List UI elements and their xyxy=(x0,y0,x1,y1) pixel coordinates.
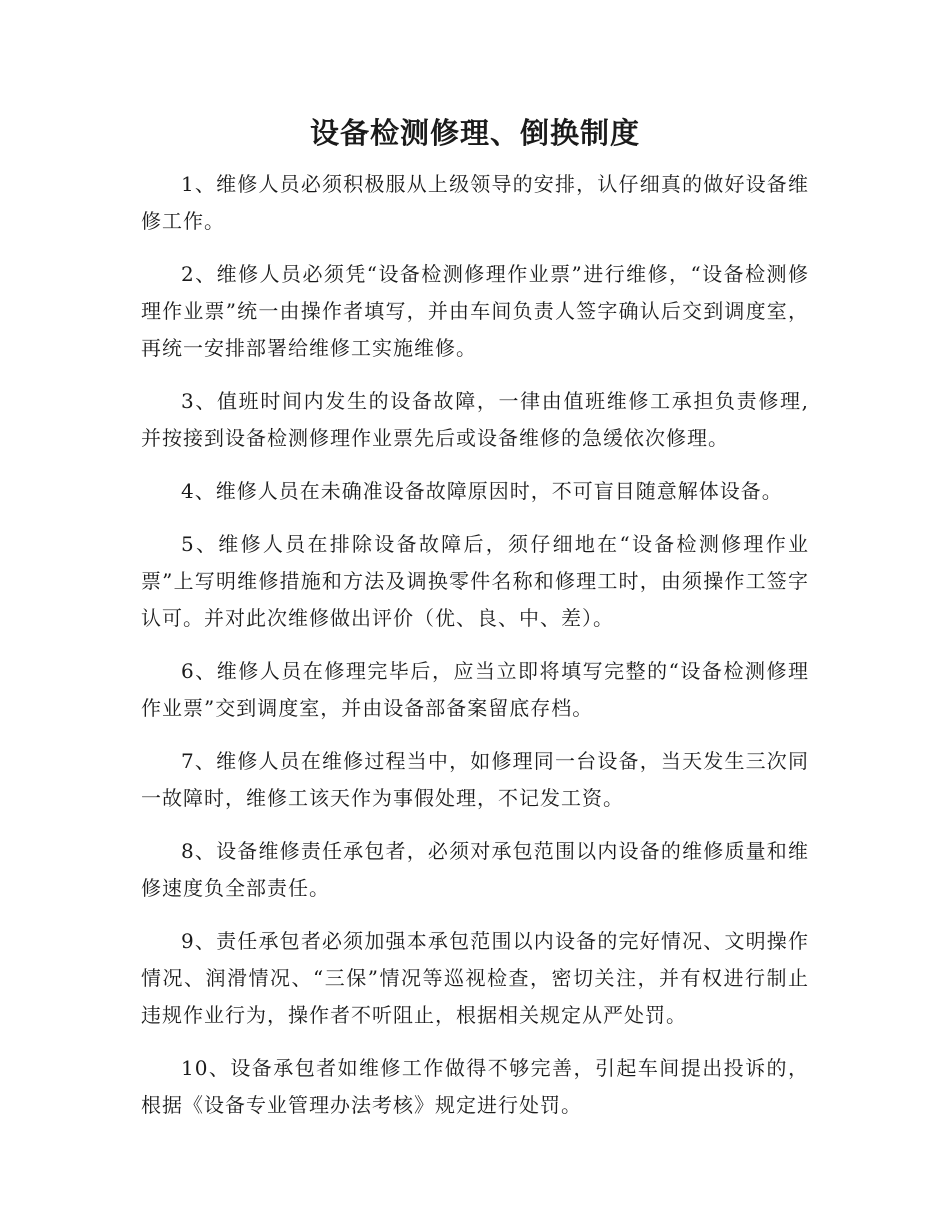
paragraph-10: 10、设备承包者如维修工作做得不够完善，引起车间提出投诉的，根据《设备专业管理办法考核》规定进行处罚。 xyxy=(141,1056,809,1117)
paragraph-6: 6、维修人员在修理完毕后，应当立即将填写完整的“设备检测修理作业票”交到调度室，并由设备部备案留底存档。 xyxy=(141,659,809,720)
paragraph-7: 7、维修人员在维修过程当中，如修理同一台设备，当天发生三次同一故障时，维修工该天作为事假处理，不记发工资。 xyxy=(141,749,809,810)
paragraph-3: 3、值班时间内发生的设备故障，一律由值班维修工承担负责修理,并按接到设备检测修理作业票先后或设备维修的急缓依次修理。 xyxy=(141,389,809,450)
paragraph-5: 5、维修人员在排除设备故障后，须仔细地在“设备检测修理作业票”上写明维修措施和方法及调换零件名称和修理工时，由须操作工签字认可。并对此次维修做出评价（优、良、中、差）。 xyxy=(141,532,809,630)
paragraph-2: 2、维修人员必须凭“设备检测修理作业票”进行维修，“设备检测修理作业票”统一由操作者填写，并由车间负责人签字确认后交到调度室，再统一安排部署给维修工实施维修。 xyxy=(141,262,809,360)
document-title: 设备检测修理、倒换制度 xyxy=(309,116,640,150)
paragraph-1: 1、维修人员必须积极服从上级领导的安排，认仔细真的做好设备维修工作。 xyxy=(141,172,809,233)
document-body xyxy=(141,166,809,1140)
paragraph-9: 9、责任承包者必须加强本承包范围以内设备的完好情况、文明操作情况、润滑情况、“三保”情况等巡视检查，密切关注，并有权进行制止违规作业行为，操作者不听阻止，根据相关规定从严处罚。 xyxy=(141,929,809,1027)
paragraph-4: 4、维修人员在未确准设备故障原因时，不可盲目随意解体设备。 xyxy=(181,479,783,503)
paragraph-8: 8、设备维修责任承包者，必须对承包范围以内设备的维修质量和维修速度负全部责任。 xyxy=(141,839,809,900)
